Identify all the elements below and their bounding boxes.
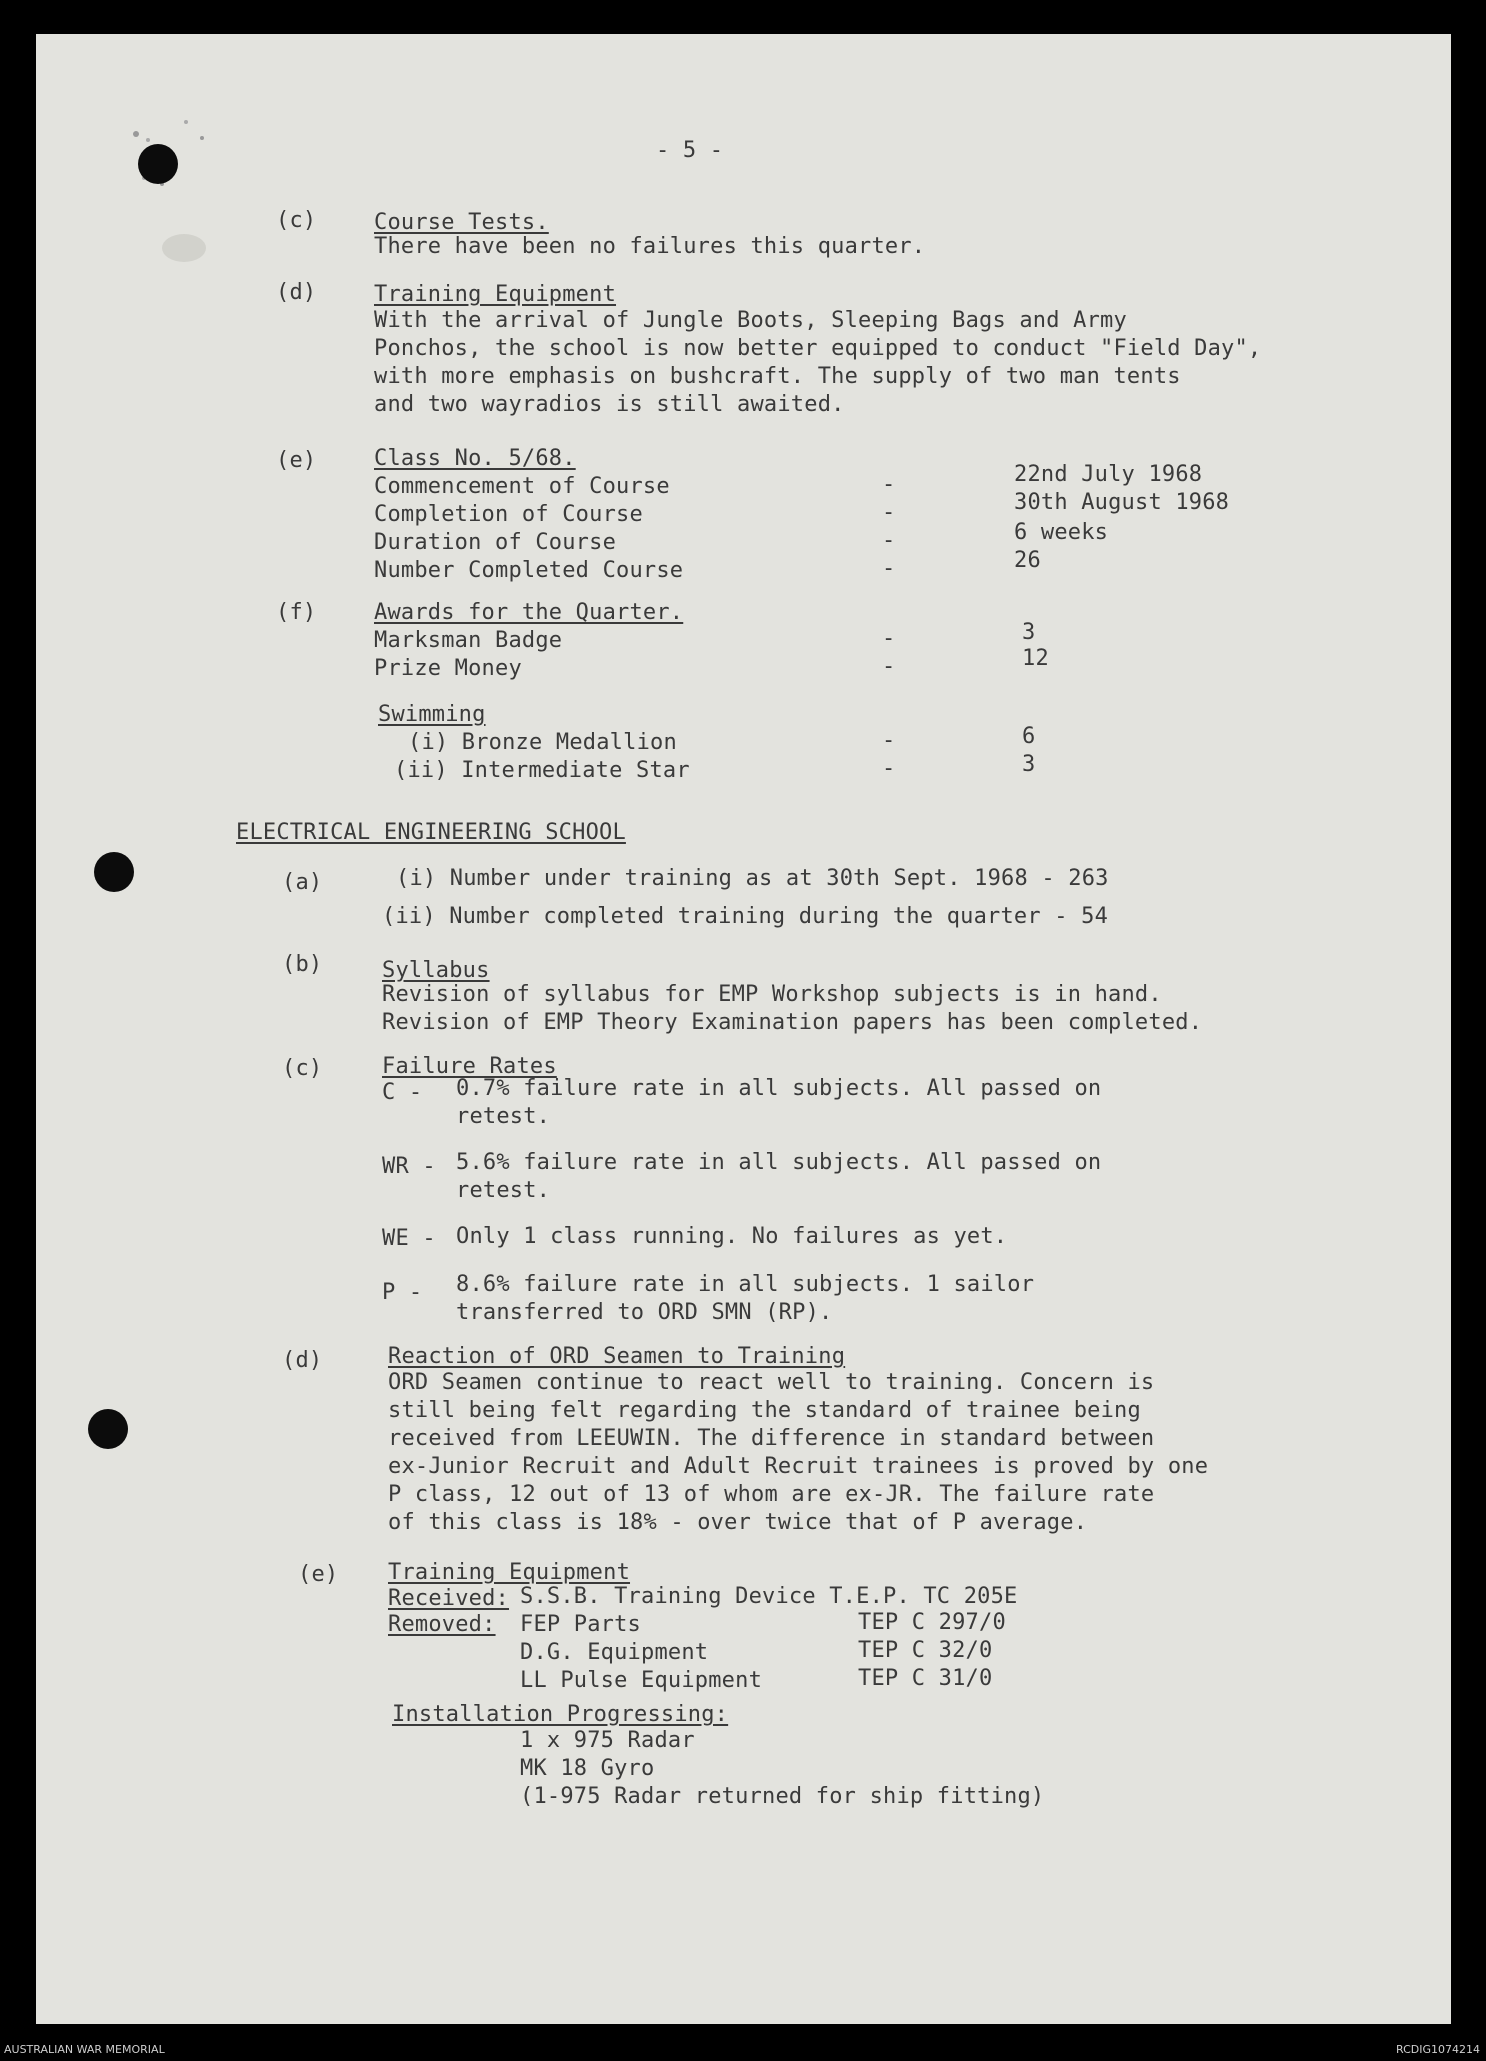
reaction-line: of this class is 18% - over twice that of P average. <box>388 1510 1088 1535</box>
class-row-dash: - <box>882 556 896 581</box>
class-row-name: Commencement of Course <box>374 474 670 499</box>
failure-rates-heading: Failure Rates <box>382 1054 557 1079</box>
reaction-line: ORD Seamen continue to react well to training. Concern is <box>388 1370 1155 1395</box>
staple-marks <box>126 100 246 280</box>
training-equipment-heading: Training Equipment <box>374 282 617 307</box>
class-row-value: 26 <box>1014 548 1041 573</box>
reaction-line: P class, 12 out of 13 of whom are ex-JR. The failure rate <box>388 1482 1155 1507</box>
reaction-line: still being felt regarding the standard of trainee being <box>388 1398 1141 1423</box>
awards-row-dash: - <box>882 654 896 679</box>
class-row-dash: - <box>882 500 896 525</box>
awards-row-value: 12 <box>1022 646 1049 671</box>
failure-line: retest. <box>456 1178 551 1203</box>
item-label-f: (f) <box>276 600 317 625</box>
swimming-row-name: (ii) Intermediate Star <box>394 758 690 783</box>
item-label-c: (c) <box>276 208 317 233</box>
section-title: ELECTRICAL ENGINEERING SCHOOL <box>236 820 626 845</box>
swimming-row-dash: - <box>882 756 896 781</box>
awards-row-name: Prize Money <box>374 656 522 681</box>
reaction-line: ex-Junior Recruit and Adult Recruit trainees is proved by one <box>388 1454 1209 1479</box>
removed-ref: TEP C 32/0 <box>858 1638 993 1663</box>
syllabus-heading: Syllabus <box>382 958 490 983</box>
class-row-name: Duration of Course <box>374 530 617 555</box>
received-item: S.S.B. Training Device T.E.P. TC 205E <box>520 1584 1018 1609</box>
punch-hole-bottom <box>88 1409 128 1449</box>
ee-label-d: (d) <box>282 1348 323 1373</box>
swimming-row-value: 6 <box>1022 724 1036 749</box>
punch-hole-middle <box>94 852 134 892</box>
awards-row-dash: - <box>882 626 896 651</box>
failure-code: WE - <box>382 1226 436 1251</box>
failure-line: 5.6% failure rate in all subjects. All passed on <box>456 1150 1102 1175</box>
document-page <box>36 34 1451 2024</box>
awards-row-name: Marksman Badge <box>374 628 563 653</box>
syllabus-line: Revision of EMP Theory Examination papers has been completed. <box>382 1010 1203 1035</box>
reaction-line: received from LEEUWIN. The difference in standard between <box>388 1426 1155 1451</box>
class-row-value: 22nd July 1968 <box>1014 462 1203 487</box>
removed-item: FEP Parts <box>520 1612 642 1637</box>
course-tests-heading: Course Tests. <box>374 210 549 235</box>
failure-line: Only 1 class running. No failures as yet. <box>456 1224 1008 1249</box>
ee-label-a: (a) <box>282 870 323 895</box>
swimming-heading: Swimming <box>378 702 486 727</box>
class-row-value: 6 weeks <box>1014 520 1109 545</box>
removed-item: D.G. Equipment <box>520 1640 709 1665</box>
ee-label-b: (b) <box>282 952 323 977</box>
awards-row-value: 3 <box>1022 620 1036 645</box>
class-row-name: Number Completed Course <box>374 558 684 583</box>
failure-code: C - <box>382 1080 423 1105</box>
class-heading: Class No. 5/68. <box>374 446 576 471</box>
received-label: Received: <box>388 1586 510 1611</box>
ee-training-equipment-heading: Training Equipment <box>388 1560 631 1585</box>
installation-item: 1 x 975 Radar <box>520 1728 695 1753</box>
swimming-row-value: 3 <box>1022 752 1036 777</box>
swimming-row-name: (i) Bronze Medallion <box>408 730 677 755</box>
failure-line: 8.6% failure rate in all subjects. 1 sailor <box>456 1272 1035 1297</box>
awards-heading: Awards for the Quarter. <box>374 600 684 625</box>
class-row-name: Completion of Course <box>374 502 643 527</box>
training-equipment-line: With the arrival of Jungle Boots, Sleeping Bags and Army <box>374 308 1127 333</box>
footer-record-id: RCDIG1074214 <box>1395 2043 1480 2056</box>
failure-line: retest. <box>456 1104 551 1129</box>
installation-label: Installation Progressing: <box>392 1702 729 1727</box>
item-label-d: (d) <box>276 280 317 305</box>
failure-code: P - <box>382 1280 423 1305</box>
ee-a-line: (ii) Number completed training during the quarter - 54 <box>382 904 1109 929</box>
training-equipment-line: with more emphasis on bushcraft. The supply of two man tents <box>374 364 1181 389</box>
page-number: - 5 - <box>656 138 724 163</box>
removed-item: LL Pulse Equipment <box>520 1668 763 1693</box>
removed-ref: TEP C 297/0 <box>858 1610 1006 1635</box>
training-equipment-line: and two wayradios is still awaited. <box>374 392 845 417</box>
installation-item: (1-975 Radar returned for ship fitting) <box>520 1784 1045 1809</box>
removed-label: Removed: <box>388 1612 496 1637</box>
failure-line: 0.7% failure rate in all subjects. All passed on <box>456 1076 1102 1101</box>
course-tests-text: There have been no failures this quarter. <box>374 234 926 259</box>
reaction-heading: Reaction of ORD Seamen to Training <box>388 1344 846 1369</box>
ee-a-line: (i) Number under training as at 30th Sept. 1968 - 263 <box>396 866 1109 891</box>
class-row-value: 30th August 1968 <box>1014 490 1230 515</box>
installation-item: MK 18 Gyro <box>520 1756 655 1781</box>
ee-label-c: (c) <box>282 1056 323 1081</box>
item-label-e: (e) <box>276 448 317 473</box>
removed-ref: TEP C 31/0 <box>858 1666 993 1691</box>
footer-archive-name: AUSTRALIAN WAR MEMORIAL <box>4 2043 165 2056</box>
punch-hole-top <box>138 144 178 184</box>
training-equipment-line: Ponchos, the school is now better equipped to conduct "Field Day", <box>374 336 1262 361</box>
syllabus-line: Revision of syllabus for EMP Workshop subjects is in hand. <box>382 982 1162 1007</box>
ee-label-e: (e) <box>298 1562 339 1587</box>
swimming-row-dash: - <box>882 728 896 753</box>
class-row-dash: - <box>882 472 896 497</box>
failure-line: transferred to ORD SMN (RP). <box>456 1300 833 1325</box>
failure-code: WR - <box>382 1154 436 1179</box>
class-row-dash: - <box>882 528 896 553</box>
